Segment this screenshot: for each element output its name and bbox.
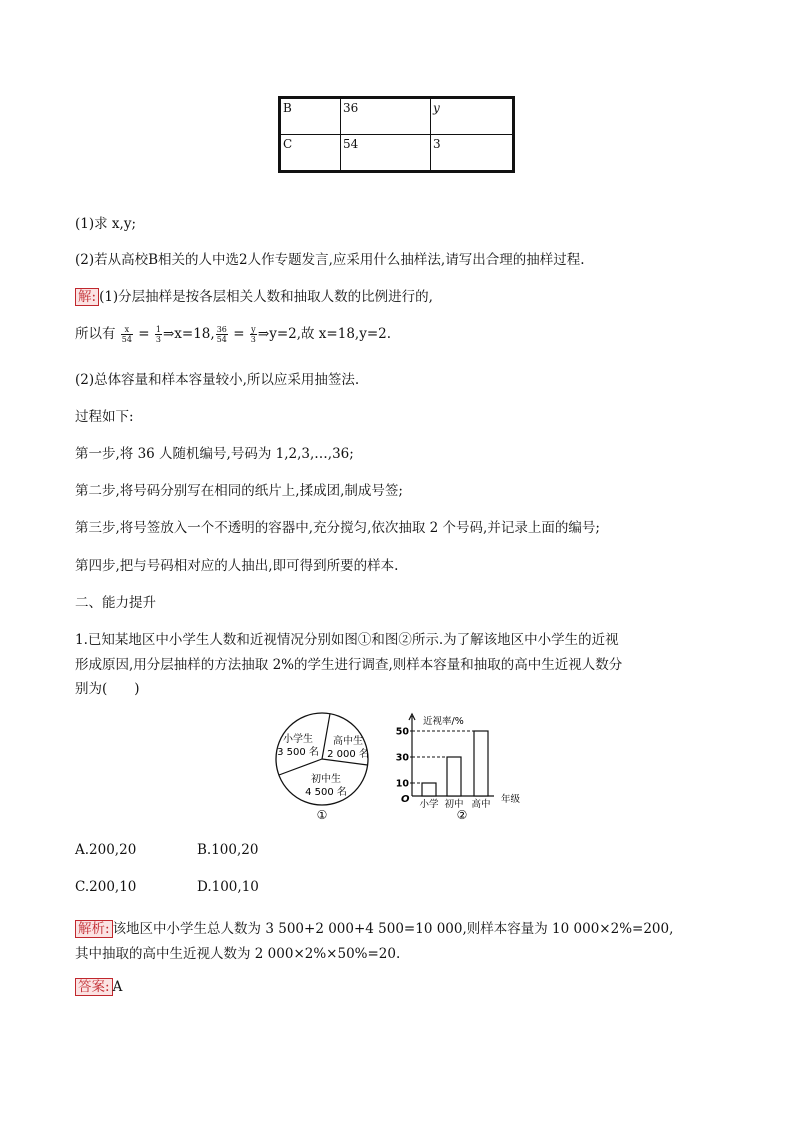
pie-slice-count: 2 000 名 (327, 749, 369, 760)
y-axis-label: 近视率/% (423, 716, 464, 727)
analysis-line-2: 其中抽取的高中生近视人数为 2 000×2%×50%=20. (75, 946, 401, 962)
y-tick-label: 50 (395, 726, 409, 738)
pie-figure (268, 712, 378, 824)
fraction-denominator: 54 (216, 335, 227, 344)
analysis-tag: 解析: (75, 920, 113, 938)
y-tick-label: 30 (395, 752, 409, 764)
solution-text: (1)分层抽样是按各层相关人数和抽取人数的比例进行的, (99, 289, 433, 305)
section-title: 二、能力提升 (75, 595, 156, 611)
equals-sign: = (233, 326, 245, 342)
table-row (280, 98, 514, 135)
table-cell: C (280, 135, 341, 172)
x-axis-label: 年级 (501, 794, 521, 805)
table-cell: 36 (341, 98, 431, 135)
table-cell: 3 (431, 135, 514, 172)
pie-slice-count: 3 500 名 (277, 747, 319, 758)
bar-小学 (422, 783, 436, 796)
option-a: A.200,20 (75, 842, 137, 858)
pie-figure-label: ① (316, 808, 328, 822)
fraction (216, 325, 228, 344)
answer-value: A (112, 979, 123, 995)
fraction (155, 325, 162, 344)
fraction (121, 325, 133, 344)
data-table (278, 96, 515, 173)
table-cell: 54 (341, 135, 431, 172)
solution-text: 所以有 (75, 326, 116, 342)
step-3: 第三步,将号签放入一个不透明的容器中,充分搅匀,依次抽取 2 个号码,并记录上面的编号; (75, 520, 600, 536)
x-category-label: 高中 (471, 799, 491, 810)
fraction-denominator: 54 (121, 335, 132, 344)
bar-figure-label: ② (456, 808, 468, 822)
table-cell (431, 98, 514, 135)
table-cell: B (280, 98, 341, 135)
solution-text: ⇒x=18, (162, 326, 215, 342)
analysis-line-1 (75, 917, 673, 938)
pie-slice-count: 4 500 名 (305, 787, 347, 798)
answer-tag: 答案: (75, 978, 113, 996)
fraction (250, 325, 257, 344)
analysis-text: 该地区中小学生总人数为 3 500+2 000+4 500=10 000,则样本容量为 10 000×2%=200, (112, 921, 674, 937)
option-d: D.100,10 (197, 879, 259, 895)
pie-slice-label: 高中生 (333, 736, 363, 747)
fraction-numerator: 36 (216, 325, 227, 334)
answer-line (75, 978, 122, 996)
option-b: B.100,20 (197, 842, 259, 858)
table-row (280, 135, 514, 172)
fraction-denominator: 3 (155, 335, 161, 344)
question-2: (2)若从高校B相关的人中选2人作专题发言,应采用什么抽样法,请写出合理的抽样过程. (75, 252, 585, 268)
bar-初中 (447, 757, 461, 796)
solution-line-1 (75, 285, 433, 306)
x-category-label: 小学 (419, 799, 439, 810)
fraction-numerator: 1 (155, 325, 161, 334)
pie-slice-label: 小学生 (283, 734, 313, 745)
x-category-label: 初中 (444, 799, 464, 810)
problem-line-2: 形成原因,用分层抽样的方法抽取 2%的学生进行调查,则样本容量和抽取的高中生近视人数分 (75, 657, 623, 673)
equals-sign: = (138, 326, 150, 342)
step-2: 第二步,将号码分别写在相同的纸片上,揉成团,制成号签; (75, 483, 403, 499)
fraction-numerator: y (251, 325, 256, 334)
problem-line-3: 别为( ) (75, 681, 140, 697)
pie-slice-label: 初中生 (311, 774, 341, 785)
table-cell-var: y (433, 101, 440, 115)
question-1: (1)求 x,y; (75, 216, 136, 232)
fraction-denominator: 3 (250, 335, 256, 344)
origin-label: O (401, 794, 410, 805)
solution-line-2 (75, 322, 391, 344)
problem-line-1: 1.已知某地区中小学生人数和近视情况分别如图①和图②所示.为了解该地区中小学生的近视 (75, 632, 619, 648)
solution-line-3: (2)总体容量和样本容量较小,所以应采用抽签法. (75, 372, 360, 388)
y-tick-label: 10 (395, 778, 409, 790)
solution-text: ⇒y=2,故 x=18,y=2. (257, 326, 392, 342)
fraction-numerator: x (121, 325, 133, 335)
step-4: 第四步,把与号码相对应的人抽出,即可得到所要的样本. (75, 558, 399, 574)
option-c: C.200,10 (75, 879, 137, 895)
step-1: 第一步,将 36 人随机编号,号码为 1,2,3,…,36; (75, 446, 354, 462)
bar-高中 (474, 731, 488, 796)
solution-line-4: 过程如下: (75, 409, 134, 425)
solution-tag: 解: (75, 288, 99, 306)
bar-chart (395, 712, 528, 824)
